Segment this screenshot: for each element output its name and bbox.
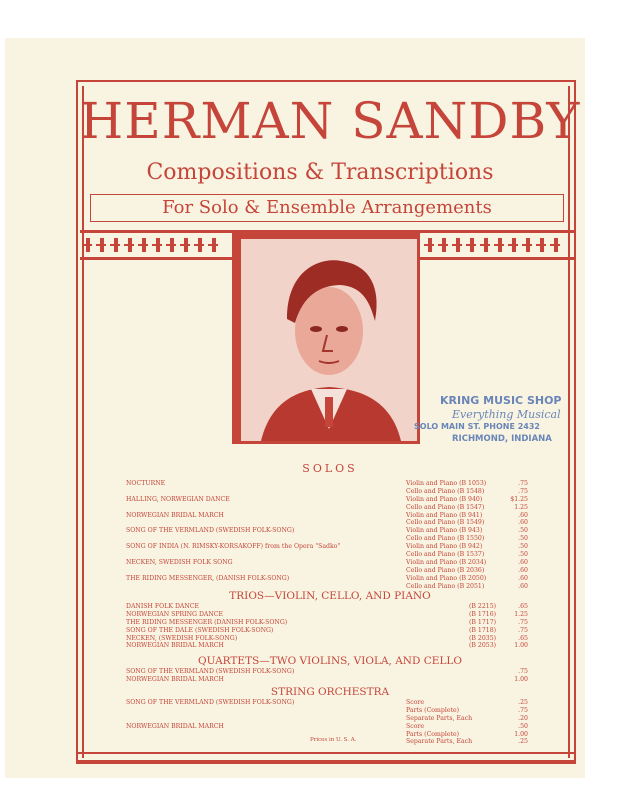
price: .75 [518, 706, 528, 714]
price: .60 [518, 582, 528, 590]
trios-heading: TRIOS—VIOLIN, CELLO, AND PIANO [229, 590, 431, 602]
list-item [126, 699, 528, 707]
stamp-line-4: RICHMOND, INDIANA [452, 434, 552, 444]
price: 1.00 [514, 642, 528, 650]
piece-title: NOCTURNE [126, 480, 166, 487]
instrumentation: Cello and Piano (B 1549) [406, 519, 485, 527]
instrumentation: Cello and Piano (B 1548) [406, 487, 485, 495]
list-item [126, 723, 528, 731]
instrumentation: Separate Parts, Each [406, 714, 473, 722]
list-item [126, 707, 528, 715]
piece-title: SONG OF THE VERMLAND (SWEDISH FOLK-SONG) [126, 668, 295, 675]
instrumentation: Cello and Piano (B 1537) [406, 551, 485, 559]
portrait-illustration [241, 239, 417, 441]
price: .75 [518, 480, 528, 487]
orchestra-heading: STRING ORCHESTRA [270, 686, 390, 698]
price: .65 [518, 603, 528, 610]
list-item [126, 575, 528, 583]
instrumentation: Cello and Piano (B 2036) [406, 566, 485, 574]
price: .50 [518, 722, 528, 730]
composer-title: HERMAN SANDBY [79, 92, 581, 150]
instrumentation: Score [406, 699, 425, 706]
piece-title: NECKEN, (SWEDISH FOLK-SONG) [126, 634, 238, 642]
stamp-line-2: Everything Musical [452, 408, 561, 421]
list-item [126, 635, 528, 643]
instrumentation: Cello and Piano (B 1550) [406, 535, 485, 543]
list-item [126, 543, 528, 551]
instrumentation: Violin and Piano (B 2050) [406, 574, 487, 582]
ornament-band-left [80, 230, 232, 260]
instrumentation: Separate Parts, Each [406, 738, 473, 746]
price: .75 [518, 487, 528, 495]
subtitle: Compositions & Transcriptions [146, 160, 494, 185]
price: .20 [518, 714, 528, 722]
piece-title: NORWEGIAN BRIDAL MARCH [126, 722, 224, 730]
instrumentation: Violin and Piano (B 943) [406, 527, 483, 535]
instrumentation: Violin and Piano (B 1053) [406, 480, 487, 487]
instrumentation: Violin and Piano (B 2034) [406, 558, 487, 566]
instrumentation: Score [406, 722, 425, 730]
piece-title: NORWEGIAN BRIDAL MARCH [126, 675, 224, 683]
instrumentation: Violin and Piano (B 941) [406, 511, 483, 519]
instrumentation: Cello and Piano (B 2051) [406, 582, 485, 590]
price: .25 [518, 738, 528, 746]
solos-heading: SOLOS [302, 462, 358, 475]
piece-title: SONG OF INDIA (N. RIMSKY-KORSAKOFF) from the Opera "Sadko" [126, 543, 341, 551]
instrumentation: Violin and Piano (B 942) [406, 543, 483, 551]
list-item [126, 567, 528, 575]
list-item [126, 551, 528, 559]
piece-title: SONG OF THE VERMLAND (SWEDISH FOLK-SONG) [126, 699, 295, 706]
price: .75 [518, 626, 528, 634]
catalog-number: (B 2053) [469, 642, 497, 650]
price: 1.00 [514, 730, 528, 738]
price: .50 [518, 543, 528, 551]
price: .75 [518, 618, 528, 626]
catalog-number: (B 2215) [469, 603, 497, 610]
piece-title: SONG OF THE VERMLAND (SWEDISH FOLK-SONG) [126, 527, 295, 535]
price: .60 [518, 511, 528, 519]
trios-list [126, 603, 528, 650]
piece-title: NORWEGIAN SPRING DANCE [126, 610, 224, 618]
list-item [126, 619, 528, 627]
catalog-number: (B 1716) [469, 610, 497, 618]
instrumentation: Parts (Complete) [406, 730, 460, 738]
instrumentation: Violin and Piano (B 940) [406, 495, 483, 503]
piece-title: NORWEGIAN BRIDAL MARCH [126, 511, 224, 519]
price: .50 [518, 551, 528, 559]
tagline: For Solo & Ensemble Arrangements [162, 197, 492, 218]
price: 1.25 [514, 610, 528, 618]
ornament-band-bottom [78, 752, 574, 762]
quartets-list [126, 668, 528, 684]
price: .65 [518, 634, 528, 642]
price: .60 [518, 566, 528, 574]
catalog-number: (B 1717) [469, 618, 497, 626]
list-item [126, 642, 528, 650]
piece-title: THE RIDING MESSENGER, (DANISH FOLK-SONG) [126, 574, 290, 582]
prices-note: Prices in U. S. A. [310, 737, 357, 743]
price: .75 [518, 668, 528, 675]
price: .60 [518, 519, 528, 527]
list-item [126, 527, 528, 535]
piece-title: SONG OF THE DALE (SWEDISH FOLK-SONG) [126, 626, 274, 634]
list-item [126, 603, 528, 611]
list-item [126, 480, 528, 488]
price: $1.25 [510, 495, 528, 503]
price: .50 [518, 527, 528, 535]
list-item [126, 519, 528, 527]
price: 1.00 [514, 675, 528, 683]
price: 1.25 [514, 503, 528, 511]
instrumentation: Cello and Piano (B 1547) [406, 503, 485, 511]
catalog-number: (B 2035) [469, 634, 497, 642]
stamp-line-1: KRING MUSIC SHOP [440, 394, 562, 407]
stamp-line-3: SOLO MAIN ST. PHONE 2432 [414, 422, 540, 431]
ornament-band-right [420, 230, 574, 260]
list-item [126, 715, 528, 723]
list-item [126, 504, 528, 512]
list-item [126, 676, 528, 684]
portrait-photo [241, 239, 417, 441]
list-item [126, 488, 528, 496]
price: .60 [518, 558, 528, 566]
piece-title: HALLING, NORWEGIAN DANCE [126, 495, 230, 503]
price: .25 [518, 699, 528, 706]
portrait-frame [232, 230, 420, 444]
list-item [126, 611, 528, 619]
quartets-heading: QUARTETS—TWO VIOLINS, VIOLA, AND CELLO [197, 655, 463, 667]
list-item [126, 496, 528, 504]
piece-title: NORWEGIAN BRIDAL MARCH [126, 642, 224, 650]
solos-list [126, 480, 528, 590]
catalog-number: (B 1718) [469, 626, 497, 634]
instrumentation: Parts (Complete) [406, 706, 460, 714]
list-item [126, 627, 528, 635]
tagline-box [90, 194, 564, 222]
piece-title: DANISH FOLK DANCE [126, 603, 200, 610]
piece-title: THE RIDING MESSENGER (DANISH FOLK-SONG) [126, 618, 288, 626]
list-item [126, 512, 528, 520]
list-item [126, 535, 528, 543]
list-item [126, 559, 528, 567]
price: .60 [518, 574, 528, 582]
list-item [126, 668, 528, 676]
piece-title: NECKEN, SWEDISH FOLK SONG [126, 558, 233, 566]
price: .50 [518, 535, 528, 543]
